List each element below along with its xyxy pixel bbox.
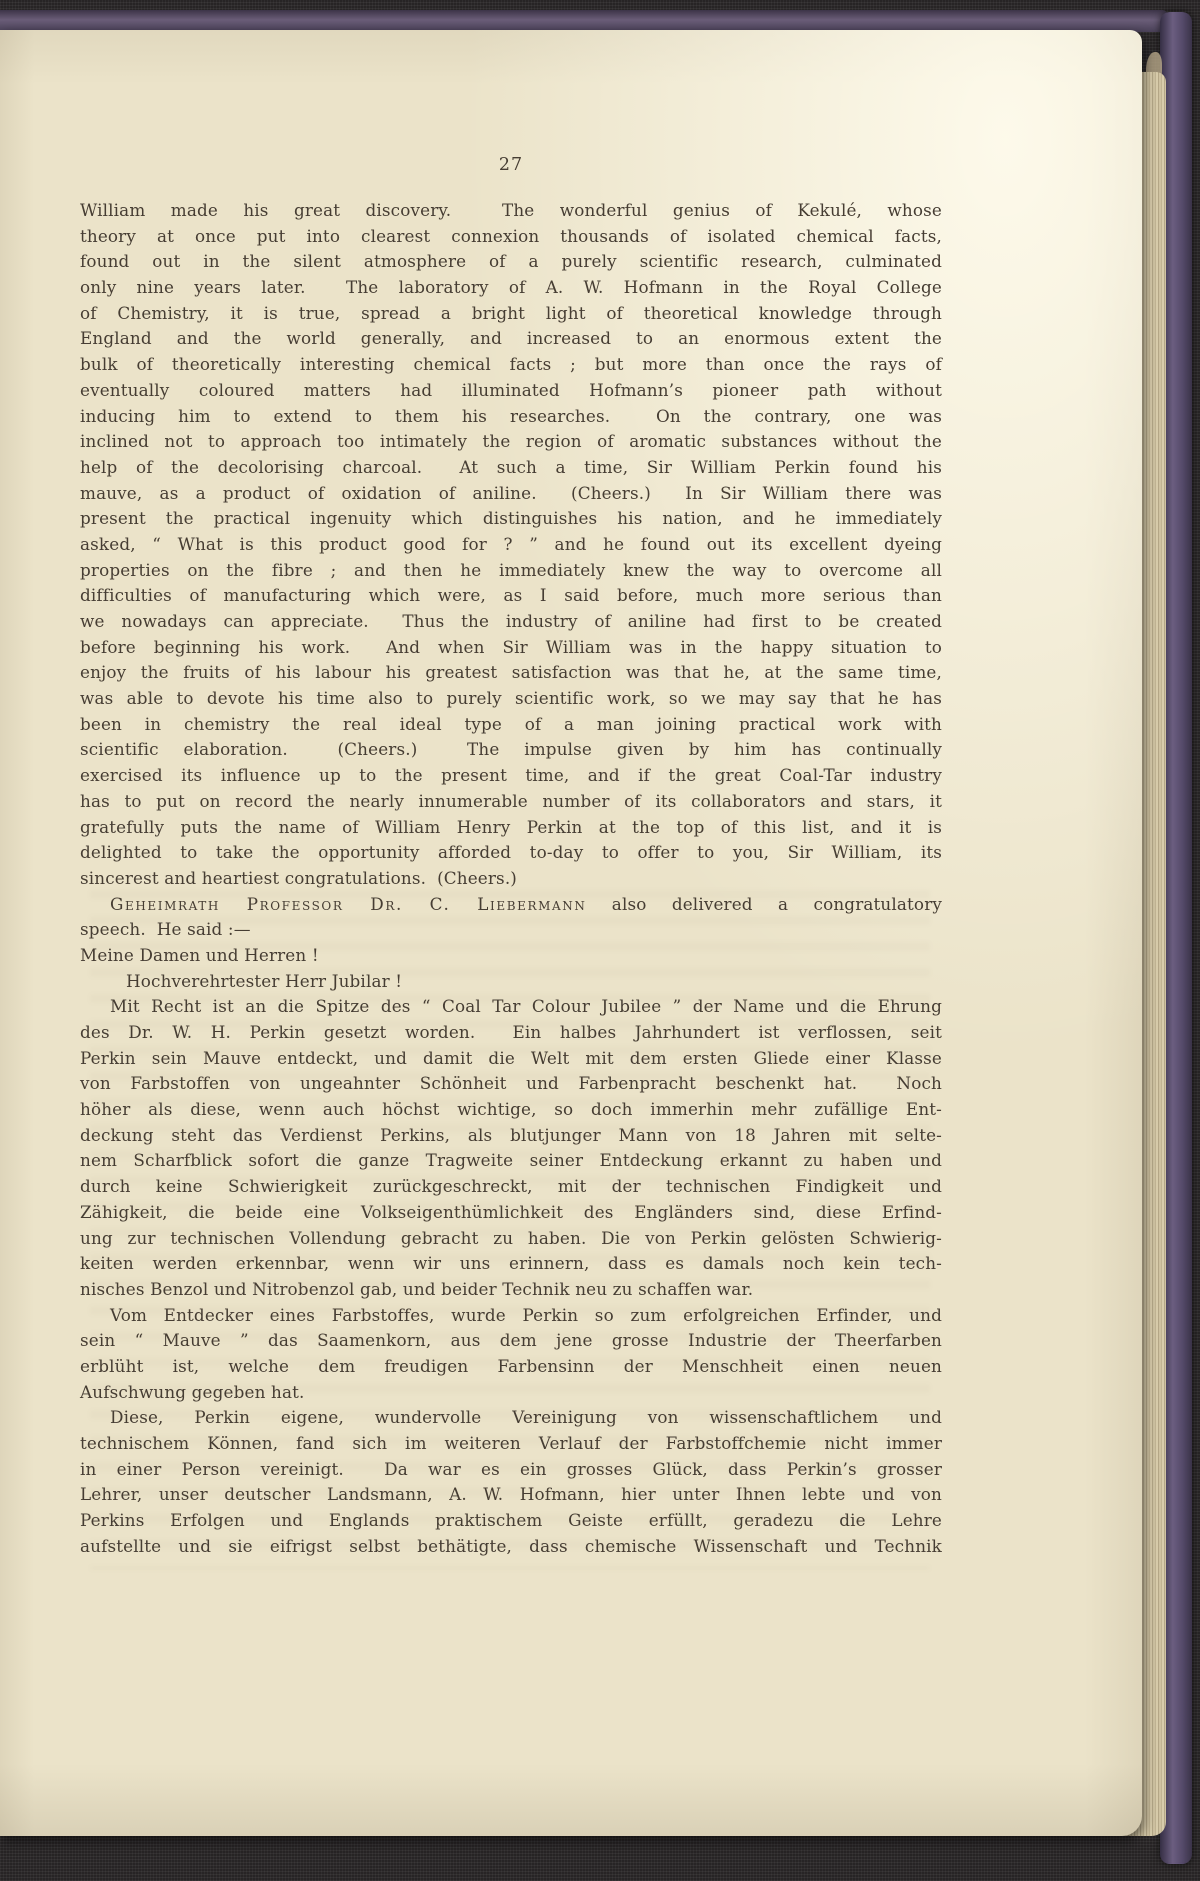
text-segment: also delivered a congratulatory [586,893,942,914]
text-line: before beginning his work. And when Sir William was in the happy situation to [80,636,942,657]
german-para-1 [80,994,942,1302]
text-line: nem Scharfblick sofort die ganze Tragweite seiner Entdeckung erkannt zu haben und [80,1150,942,1171]
german-para-2 [80,1303,942,1406]
text-line: we nowadays can appreciate. Thus the industry of aniline had first to be created [80,611,942,631]
text-line: Vom Entdecker eines Farbstoffes, wurde Perkin so zum erfolgreichen Erfinder, und [110,1304,942,1325]
text-line: eventually coloured matters had illuminated Hofmann’s pioneer path without [80,379,942,400]
text-line: mauve, as a product of oxidation of aniline. (Cheers.) In Sir William there was [80,482,942,503]
text-line: sein “ Mauve ” das Saamenkorn, aus dem jene grosse Industrie der Theerfarben [80,1330,942,1351]
paragraph-container [80,198,942,1559]
text-line: exercised its influence up to the present time, and if the great Coal-Tar industry [80,765,942,786]
salutation-jubilar [80,969,942,995]
text-line: aufstellte und sie eifrigst selbst bethätigte, dass chemische Wissenschaft und Technik [80,1535,942,1556]
text-line: been in chemistry the real ideal type of a man joining practical work with [80,713,942,734]
text-line: found out in the silent atmosphere of a purely scientific research, culminated [80,251,942,272]
text-line: Meine Damen und Herren ! [80,944,319,965]
text-line: inclined not to approach too intimately the region of aromatic substances without the [80,431,942,452]
text-line: sincerest and heartiest congratulations. (Cheers.) [80,867,518,888]
text-line: present the practical ingenuity which distinguishes his nation, and he immediately [80,508,942,529]
text-line: help of the decolorising charcoal. At such a time, Sir William Perkin found his [80,456,942,477]
text-line: England and the world generally, and increased to an enormous extent the [80,328,942,349]
text-line: erblüht ist, welche dem freudigen Farbensinn der Menschheit einen neuen [80,1355,942,1376]
text-line: Diese, Perkin eigene, wundervolle Vereinigung von wissenschaftlichem und [110,1407,942,1428]
text-line: speech. He said :— [80,919,251,940]
text-line: Perkin sein Mauve entdeckt, und damit die Welt mit dem ersten Gliede einer Klasse [80,1047,942,1068]
text-line: Hochverehrtester Herr Jubilar ! [126,970,403,991]
text-line: technischem Können, fand sich im weiteren Verlauf der Farbstoffchemie nicht immer [80,1433,942,1453]
text-line: höher als diese, wenn auch höchst wichtige, so doch immerhin mehr zufällige Ent- [80,1099,942,1120]
text-line: only nine years later. The laboratory of A. W. Hofmann in the Royal College [80,277,942,298]
text-line: William made his great discovery. The wonderful genius of Kekulé, whose [80,200,942,220]
text-line: bulk of theoretically interesting chemical facts ; but more than once the rays of [80,354,942,375]
text-line: in einer Person vereinigt. Da war es ein grosses Glück, dass Perkin’s grosser [80,1458,942,1479]
text-line: des Dr. W. H. Perkin gesetzt worden. Ein halbes Jahrhundert ist verflossen, seit [80,1022,942,1042]
text-line: of Chemistry, it is true, spread a bright light of theoretical knowledge through [80,302,942,323]
text-line: theory at once put into clearest connexion thousands of isolated chemical facts, [80,225,942,246]
text-line: ung zur technischen Vollendung gebracht zu haben. Die von Perkin gelösten Schwierig- [80,1227,942,1248]
page-number: 27 [498,155,524,175]
text-line: nisches Benzol und Nitrobenzol gab, und beider Technik neu zu schaffen war. [80,1278,754,1299]
text-line: Mit Recht ist an die Spitze des “ Coal Tar Colour Jubilee ” der Name und die Ehrung [110,996,942,1017]
binding-strip-top [0,10,1168,32]
text-line: Perkins Erfolgen und Englands praktischem Geiste erfüllt, geradezu die Lehre [80,1510,942,1531]
german-para-3 [80,1405,942,1559]
text-line: deckung steht das Verdienst Perkins, als blutjunger Mann von 18 Jahren mit selte- [80,1124,942,1145]
text-line: inducing him to extend to them his researches. On the contrary, one was [80,405,942,426]
text-line: von Farbstoffen von ungeahnter Schönheit und Farbenpracht beschenkt hat. Noch [80,1073,942,1094]
book-page [0,30,1142,1836]
text-line: has to put on record the nearly innumerable number of its collaborators and stars, it [80,790,942,811]
text-line: scientific elaboration. (Cheers.) The impulse given by him has continually [80,739,942,760]
text-line: Lehrer, unser deutscher Landsmann, A. W. Hofmann, hier unter Ihnen lebte und von [80,1484,942,1505]
text-line [80,892,942,918]
text-line: gratefully puts the name of William Henry Perkin at the top of this list, and it is [80,816,942,837]
english-speech-continuation [80,198,942,892]
liebermann-intro [80,892,942,943]
text-block [80,152,942,1559]
text-line: was able to devote his time also to purely scientific work, so we may say that he has [80,688,942,709]
text-line: keiten werden erkennbar, wenn wir uns erinnern, dass es damals noch kein tech- [80,1253,942,1274]
small-caps-name: Geheimrath Professor Dr. C. Liebermann [110,893,587,914]
text-line: enjoy the fruits of his labour his greatest satisfaction was that he, at the same time, [80,662,942,683]
salutation-damen [80,943,942,969]
text-line: durch keine Schwierigkeit zurückgeschreckt, mit der technischen Findigkeit und [80,1176,942,1197]
text-line: difficulties of manufacturing which were, as I said before, much more serious than [80,585,942,606]
text-line: Zähigkeit, die beide eine Volkseigenthümlichkeit des Engländers sind, diese Erfind- [80,1201,942,1222]
text-line: delighted to take the opportunity afforded to-day to offer to you, Sir William, its [80,842,942,863]
text-line: asked, “ What is this product good for ? ” and he found out its excellent dyeing [80,533,942,554]
text-line: properties on the fibre ; and then he immediately knew the way to overcome all [80,559,942,580]
text-line: Aufschwung gegeben hat. [80,1381,305,1402]
